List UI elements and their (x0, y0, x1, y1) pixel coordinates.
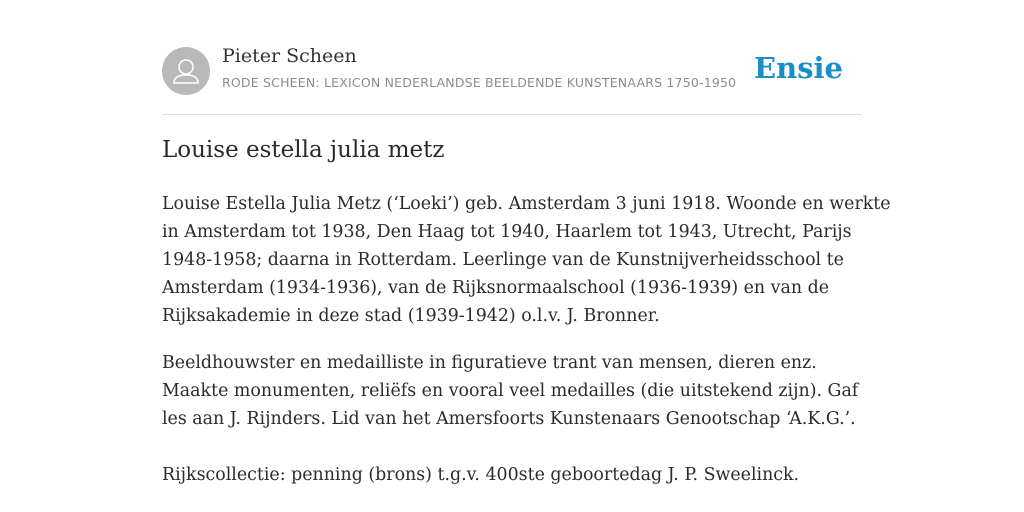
paragraph-line: Rijksakademie in deze stad (1939-1942) o.l.v. J. Bronner. (162, 306, 660, 326)
paragraph-line: Louise Estella Julia Metz (‘Loeki’) geb. Amsterdam 3 juni 1918. Woonde en werkte (162, 194, 891, 214)
paragraph-line: Maakte monumenten, reliëfs en vooral veel medailles (die uitstekend zijn). Gaf (162, 381, 859, 401)
paragraph-line: Beeldhouwster en medailliste in figuratieve trant van mensen, dieren enz. (162, 353, 817, 373)
article-body (162, 190, 891, 508)
article-title: Louise estella julia metz (162, 137, 445, 163)
author-avatar[interactable] (162, 47, 210, 95)
ensie-logo[interactable]: Ensie (754, 51, 843, 85)
paragraph-line: Rijkscollectie: penning (brons) t.g.v. 400ste geboortedag J. P. Sweelinck. (162, 465, 800, 485)
author-source[interactable]: RODE SCHEEN: LEXICON NEDERLANDSE BEELDENDE KUNSTENAARS 1750-1950 (222, 75, 737, 90)
article-paragraph (162, 349, 867, 489)
article-card (162, 0, 891, 512)
paragraph-line: 1948-1958; daarna in Rotterdam. Leerlinge van de Kunstnijverheidsschool te (162, 250, 844, 270)
paragraph-line: in Amsterdam tot 1938, Den Haag tot 1940, Haarlem tot 1943, Utrecht, Parijs (162, 222, 852, 242)
author-name[interactable]: Pieter Scheen (222, 45, 357, 67)
paragraph-line: Amsterdam (1934-1936), van de Rijksnormaalschool (1936-1939) en van de (162, 278, 830, 298)
paragraph-line: les aan J. Rijnders. Lid van het Amersfoorts Kunstenaars Genootschap ‘A.K.G.’. (162, 409, 856, 429)
article-paragraph (162, 190, 891, 330)
article-header (162, 0, 862, 115)
paragraph-spacer (162, 433, 867, 461)
user-icon (162, 47, 210, 95)
